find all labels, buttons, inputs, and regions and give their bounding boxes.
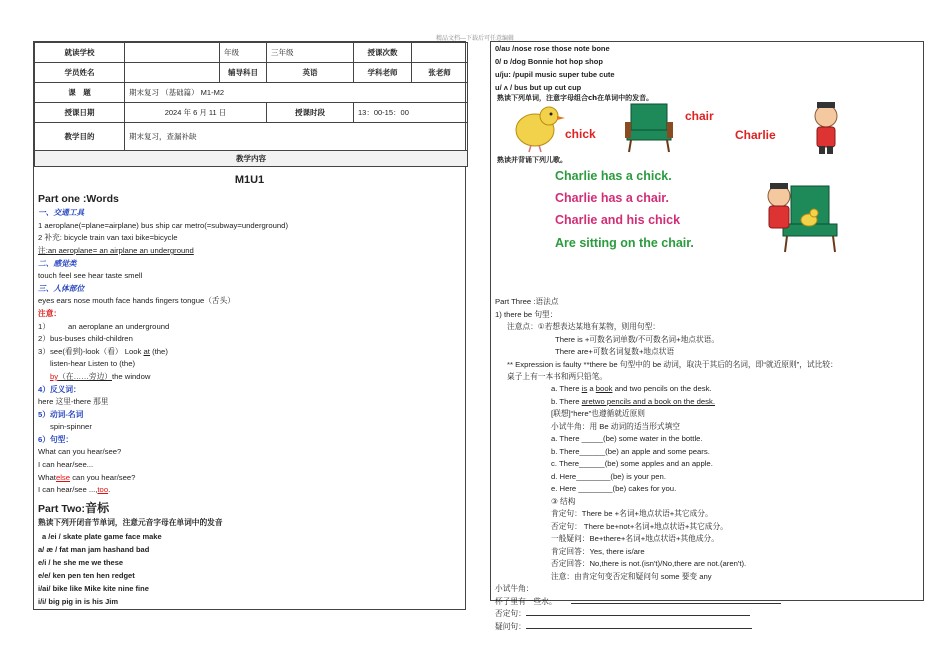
goal-value: 期末复习，查漏补缺 xyxy=(125,123,468,151)
watermark: 精品文档---下载后可任意编辑 xyxy=(436,36,514,42)
pic-instruction-1: 熟读下列单词，注意字母组合ch在单词中的发音。 xyxy=(497,94,654,102)
note-5-meaning: （在……旁边） xyxy=(58,371,112,381)
phonics-intro: 熟读下列开闭音节单词，注意元音字母在单词中的发音 xyxy=(38,518,223,528)
verb-noun-line: spin-spinner xyxy=(50,422,92,432)
chick-icon xyxy=(516,107,565,152)
note-3-the: (the) xyxy=(149,346,168,356)
trial-sentence-text: 杯子里有一些水。 xyxy=(495,596,557,606)
info-table xyxy=(34,42,468,167)
ch-phonics-picture xyxy=(491,94,923,294)
part-three-heading: Part Three :语法点 xyxy=(495,297,559,306)
left-column xyxy=(33,41,466,610)
subject-value: 英语 xyxy=(267,63,354,83)
example-b-there: b. There xyxy=(551,396,582,406)
grammar-line-5: ** Expression is faulty **there be 句型中的 be 动词，取决于其后的名词，即“就近原则”，试比较： xyxy=(507,359,838,369)
body-heading: 三、人体部位 xyxy=(38,283,85,293)
structure-question: 一般疑问：Be+there+名词+地点状语+其他成分。 xyxy=(551,534,719,543)
note-2: 2）bus-buses child-children xyxy=(38,334,133,344)
content-header: 教学内容 xyxy=(35,151,468,167)
sentence-3-else: else xyxy=(55,472,71,482)
word-charlie: Charlie xyxy=(735,128,776,142)
school-value xyxy=(125,43,220,63)
structure-no: 否定回答：No,there is not.(isn't)/No,there are not.(aren't). xyxy=(551,559,747,568)
grammar-line-6: 桌子上有一本书和两只铅笔。 xyxy=(507,371,607,381)
exercise-a: a. There _____(be) some water in the bottle. xyxy=(551,434,703,443)
grammar-line-3: There is +可数名词单数/不可数名词+地点状语。 xyxy=(555,334,720,344)
period-label: 授课时段 xyxy=(267,103,354,123)
trial-question-label: 疑问句： xyxy=(495,621,526,631)
structure-positive: 肯定句：There be +名词+地点状语+其它成分。 xyxy=(551,509,713,518)
phonics-line-1: a /ei / skate plate game face make xyxy=(42,532,162,542)
sentence-3-what: What xyxy=(38,472,56,482)
example-a-a: a xyxy=(587,384,596,393)
grade-label: 年级 xyxy=(220,43,267,63)
student-label: 学员姓名 xyxy=(35,63,125,83)
structure-negative: 否定句： There be+not+名词+地点状语+其它成分。 xyxy=(551,521,728,531)
goal-label: 教学目的 xyxy=(35,123,125,151)
phonics-line-4: e/e/ ken pen ten hen redget xyxy=(38,571,135,581)
opposite-line: here 这里-there 那里 xyxy=(38,397,109,407)
pic-instruction-2: 熟读并背诵下列儿歌。 xyxy=(497,156,567,164)
structure-heading: ③ 结构 xyxy=(551,496,576,506)
verb-noun-heading: 5）动词-名词 xyxy=(38,409,84,419)
sentence-4-text: I can hear/see ..., xyxy=(38,485,98,495)
phonics-line-7: 0/aʊ /nose rose those note bone xyxy=(495,44,610,53)
trial-negative-label: 否定句： xyxy=(495,609,526,618)
date-label: 授课日期 xyxy=(35,103,125,123)
note-4: listen-hear Listen to (the) xyxy=(50,359,136,369)
rhyme-line-2: Charlie has a chair. xyxy=(555,191,669,205)
sentence-3-rest: can you hear/see? xyxy=(70,472,136,482)
sentence-2: I can hear/see... xyxy=(38,460,94,470)
subject-label: 辅导科目 xyxy=(220,63,267,83)
example-a-book: book xyxy=(595,384,613,393)
note-3-text: 3）see(看到)-look（看） Look xyxy=(38,346,144,356)
note-1 xyxy=(38,321,461,334)
sentence-4-dot: . xyxy=(108,485,111,495)
grammar-line-2: 注意点：①若想表达某地有某物，则用句型： xyxy=(507,322,660,331)
part-two-title: 音标 xyxy=(85,500,110,515)
sentence-3 xyxy=(38,472,461,485)
grammar-section xyxy=(491,296,923,633)
exercise-instruction: 小试牛角：用 Be 动词的适当形式填空 xyxy=(551,421,680,431)
student-value xyxy=(125,63,220,83)
chair-icon xyxy=(625,104,673,152)
trial-question xyxy=(495,621,919,634)
grammar-example-b xyxy=(495,396,919,409)
sentence-4 xyxy=(38,484,461,497)
phonics-line-10: u/ ʌ / bus but up cut cup xyxy=(495,83,582,92)
school-label: 就读学校 xyxy=(35,43,125,63)
unit-title: M1U1 xyxy=(234,174,265,186)
transport-line-2: 2 补充: bicycle train van taxi bike=bicycle xyxy=(38,233,178,243)
word-chair: chair xyxy=(685,109,714,123)
word-chick: chick xyxy=(565,127,596,141)
answer-line-2[interactable] xyxy=(526,608,750,616)
phonics-line-8: 0/ ɒ /dog Bonnie hot hop shop xyxy=(495,57,603,66)
grammar-example-a xyxy=(495,383,919,396)
note-5-by: by xyxy=(50,371,59,381)
senses-line: touch feel see hear taste smell xyxy=(38,271,143,281)
right-column xyxy=(490,41,924,631)
body-line: eyes ears nose mouth face hands fingers tongue（舌头） xyxy=(38,296,235,306)
phonics-line-5: i/ai/ bike like Mike kite nine fine xyxy=(38,584,149,594)
note-5-window: the window xyxy=(111,371,151,381)
rhyme-line-3: Charlie and his chick xyxy=(555,213,681,227)
part-two-label: Part Two: xyxy=(38,502,86,515)
answer-line-3[interactable] xyxy=(526,621,752,629)
charlie-icon xyxy=(815,102,837,154)
example-a-there: a. There xyxy=(551,384,582,393)
part-two-heading xyxy=(38,502,461,516)
note-1-text: an aeroplane an underground xyxy=(67,321,170,331)
times-label: 授课次数 xyxy=(354,43,412,63)
sentence-4-too: too xyxy=(97,485,109,495)
trial-heading: 小试牛角： xyxy=(495,584,534,593)
note-1-num: 1） xyxy=(38,321,50,331)
sentence-1: What can you hear/see? xyxy=(38,447,122,457)
period-value: 13：00-15：00 xyxy=(354,103,468,123)
grammar-line-4: There are+可数名词复数+地点状语 xyxy=(555,347,675,356)
senses-heading: 二、感觉类 xyxy=(38,258,77,268)
transport-heading: 一、交通工具 xyxy=(38,208,85,218)
grammar-association: [联想]“here”也遵循就近原则 xyxy=(551,409,645,418)
teacher-label: 学科老师 xyxy=(354,63,412,83)
trial-sentence xyxy=(495,596,919,609)
grammar-line-1: 1) there be 句型： xyxy=(495,309,558,319)
exercise-c: c. There______(be) some apples and an apple. xyxy=(551,459,713,468)
structure-note: 注意：由肯定句变否定和疑问句 some 要变 any xyxy=(551,571,712,581)
topic-label: 课 题 xyxy=(35,83,125,103)
rhyme-line-1: Charlie has a chick. xyxy=(555,169,672,183)
phonics-line-2: a/ æ / fat man jam hashand bad xyxy=(38,545,150,555)
trial-negative xyxy=(495,608,919,621)
grade-value: 三年级 xyxy=(267,43,354,63)
example-b-rest: two pencils and a book on the desk. xyxy=(592,396,715,406)
charlie-on-chair-icon xyxy=(768,183,837,252)
transport-note: 注:an aeroplane= an airplane an underground xyxy=(38,245,194,255)
transport-line-1: 1 aeroplane(=plane=airplane) bus ship car metro(=subway=underground) xyxy=(38,220,289,230)
phonics-line-3: e/i / he she me we these xyxy=(38,558,124,568)
note-heading: 注意： xyxy=(38,308,62,318)
part-one-heading: Part one :Words xyxy=(38,192,119,205)
example-a-rest: and two pencils on the desk. xyxy=(612,384,712,393)
note-3 xyxy=(38,346,461,359)
note-3-at: at xyxy=(143,346,150,356)
exercise-b: b. There______(be) an apple and some pears. xyxy=(551,446,710,456)
phonics-line-9: u/ju: /pupil music super tube cute xyxy=(495,70,615,79)
rhyme-line-4: Are sitting on the chair. xyxy=(555,236,694,250)
opposite-heading: 4）反义词： xyxy=(38,384,81,394)
structure-yes: 肯定回答：Yes, there is/are xyxy=(551,546,645,556)
teacher-value: 张老师 xyxy=(412,63,468,83)
lesson-content xyxy=(34,167,465,608)
sentence-heading: 6）句型： xyxy=(38,434,74,444)
times-value xyxy=(412,43,468,63)
example-b-are: are xyxy=(581,396,593,406)
topic-value: 期末复习 （基础篇） M1-M2 xyxy=(125,83,468,103)
phonics-line-6: i/i/ big pig in is his Jim xyxy=(38,597,119,607)
date-value: 2024 年 6 月 11 日 xyxy=(125,103,267,123)
example-a-is: is xyxy=(581,384,588,393)
answer-line-1[interactable] xyxy=(571,596,781,604)
exercise-e: e. Here ________(be) cakes for you. xyxy=(551,484,677,493)
note-5 xyxy=(38,371,461,384)
exercise-d: d. Here________(be) is your pen. xyxy=(551,471,666,481)
